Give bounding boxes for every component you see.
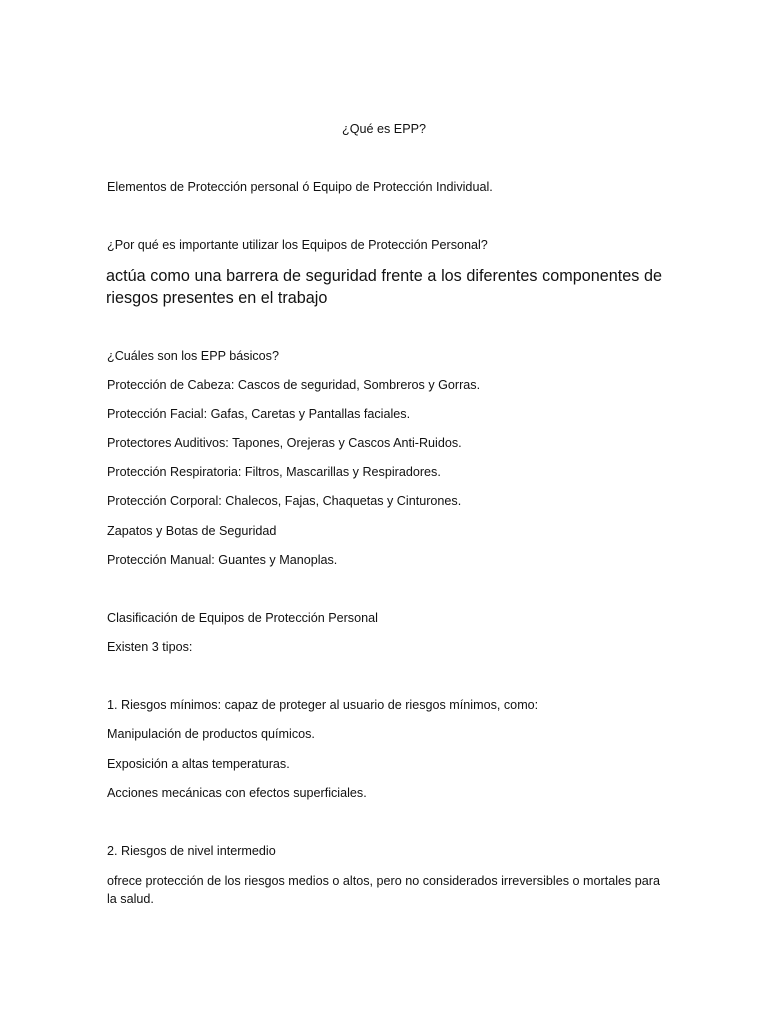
basic-item-hands: Protección Manual: Guantes y Manoplas. — [107, 553, 338, 567]
question-basic: ¿Cuáles son los EPP básicos? — [107, 349, 279, 363]
risk-min-item-chemicals: Manipulación de productos químicos. — [107, 727, 315, 741]
page-title: ¿Qué es EPP? — [342, 122, 426, 136]
definition-text: Elementos de Protección personal ó Equipo de Protección Individual. — [107, 180, 493, 194]
basic-item-hearing: Protectores Auditivos: Tapones, Orejeras y Cascos Anti-Ruidos. — [107, 436, 462, 450]
answer-importance: actúa como una barrera de seguridad frente a los diferentes componentes de riesgos presentes en el trabajo — [106, 267, 662, 307]
basic-item-head: Protección de Cabeza: Cascos de seguridad, Sombreros y Gorras. — [107, 378, 481, 392]
basic-item-body: Protección Corporal: Chalecos, Fajas, Chaquetas y Cinturones. — [107, 494, 462, 508]
risk-mid-text: ofrece protección de los riesgos medios o altos, pero no considerados irreversibles o mortales para la salud. — [107, 874, 661, 906]
question-importance: ¿Por qué es importante utilizar los Equipos de Protección Personal? — [107, 238, 488, 252]
basic-item-footwear: Zapatos y Botas de Seguridad — [107, 524, 277, 538]
basic-item-face: Protección Facial: Gafas, Caretas y Pantallas faciales. — [107, 407, 411, 421]
basic-item-respiratory: Protección Respiratoria: Filtros, Mascarillas y Respiradores. — [107, 465, 441, 479]
risk-mid-heading: 2. Riesgos de nivel intermedio — [107, 844, 276, 858]
classification-count: Existen 3 tipos: — [107, 640, 193, 654]
risk-min-heading: 1. Riesgos mínimos: capaz de proteger al usuario de riesgos mínimos, como: — [107, 698, 539, 712]
risk-min-item-mechanical: Acciones mecánicas con efectos superficiales. — [107, 786, 367, 800]
classification-heading: Clasificación de Equipos de Protección Personal — [107, 611, 378, 625]
risk-min-item-temperatures: Exposición a altas temperaturas. — [107, 757, 290, 771]
